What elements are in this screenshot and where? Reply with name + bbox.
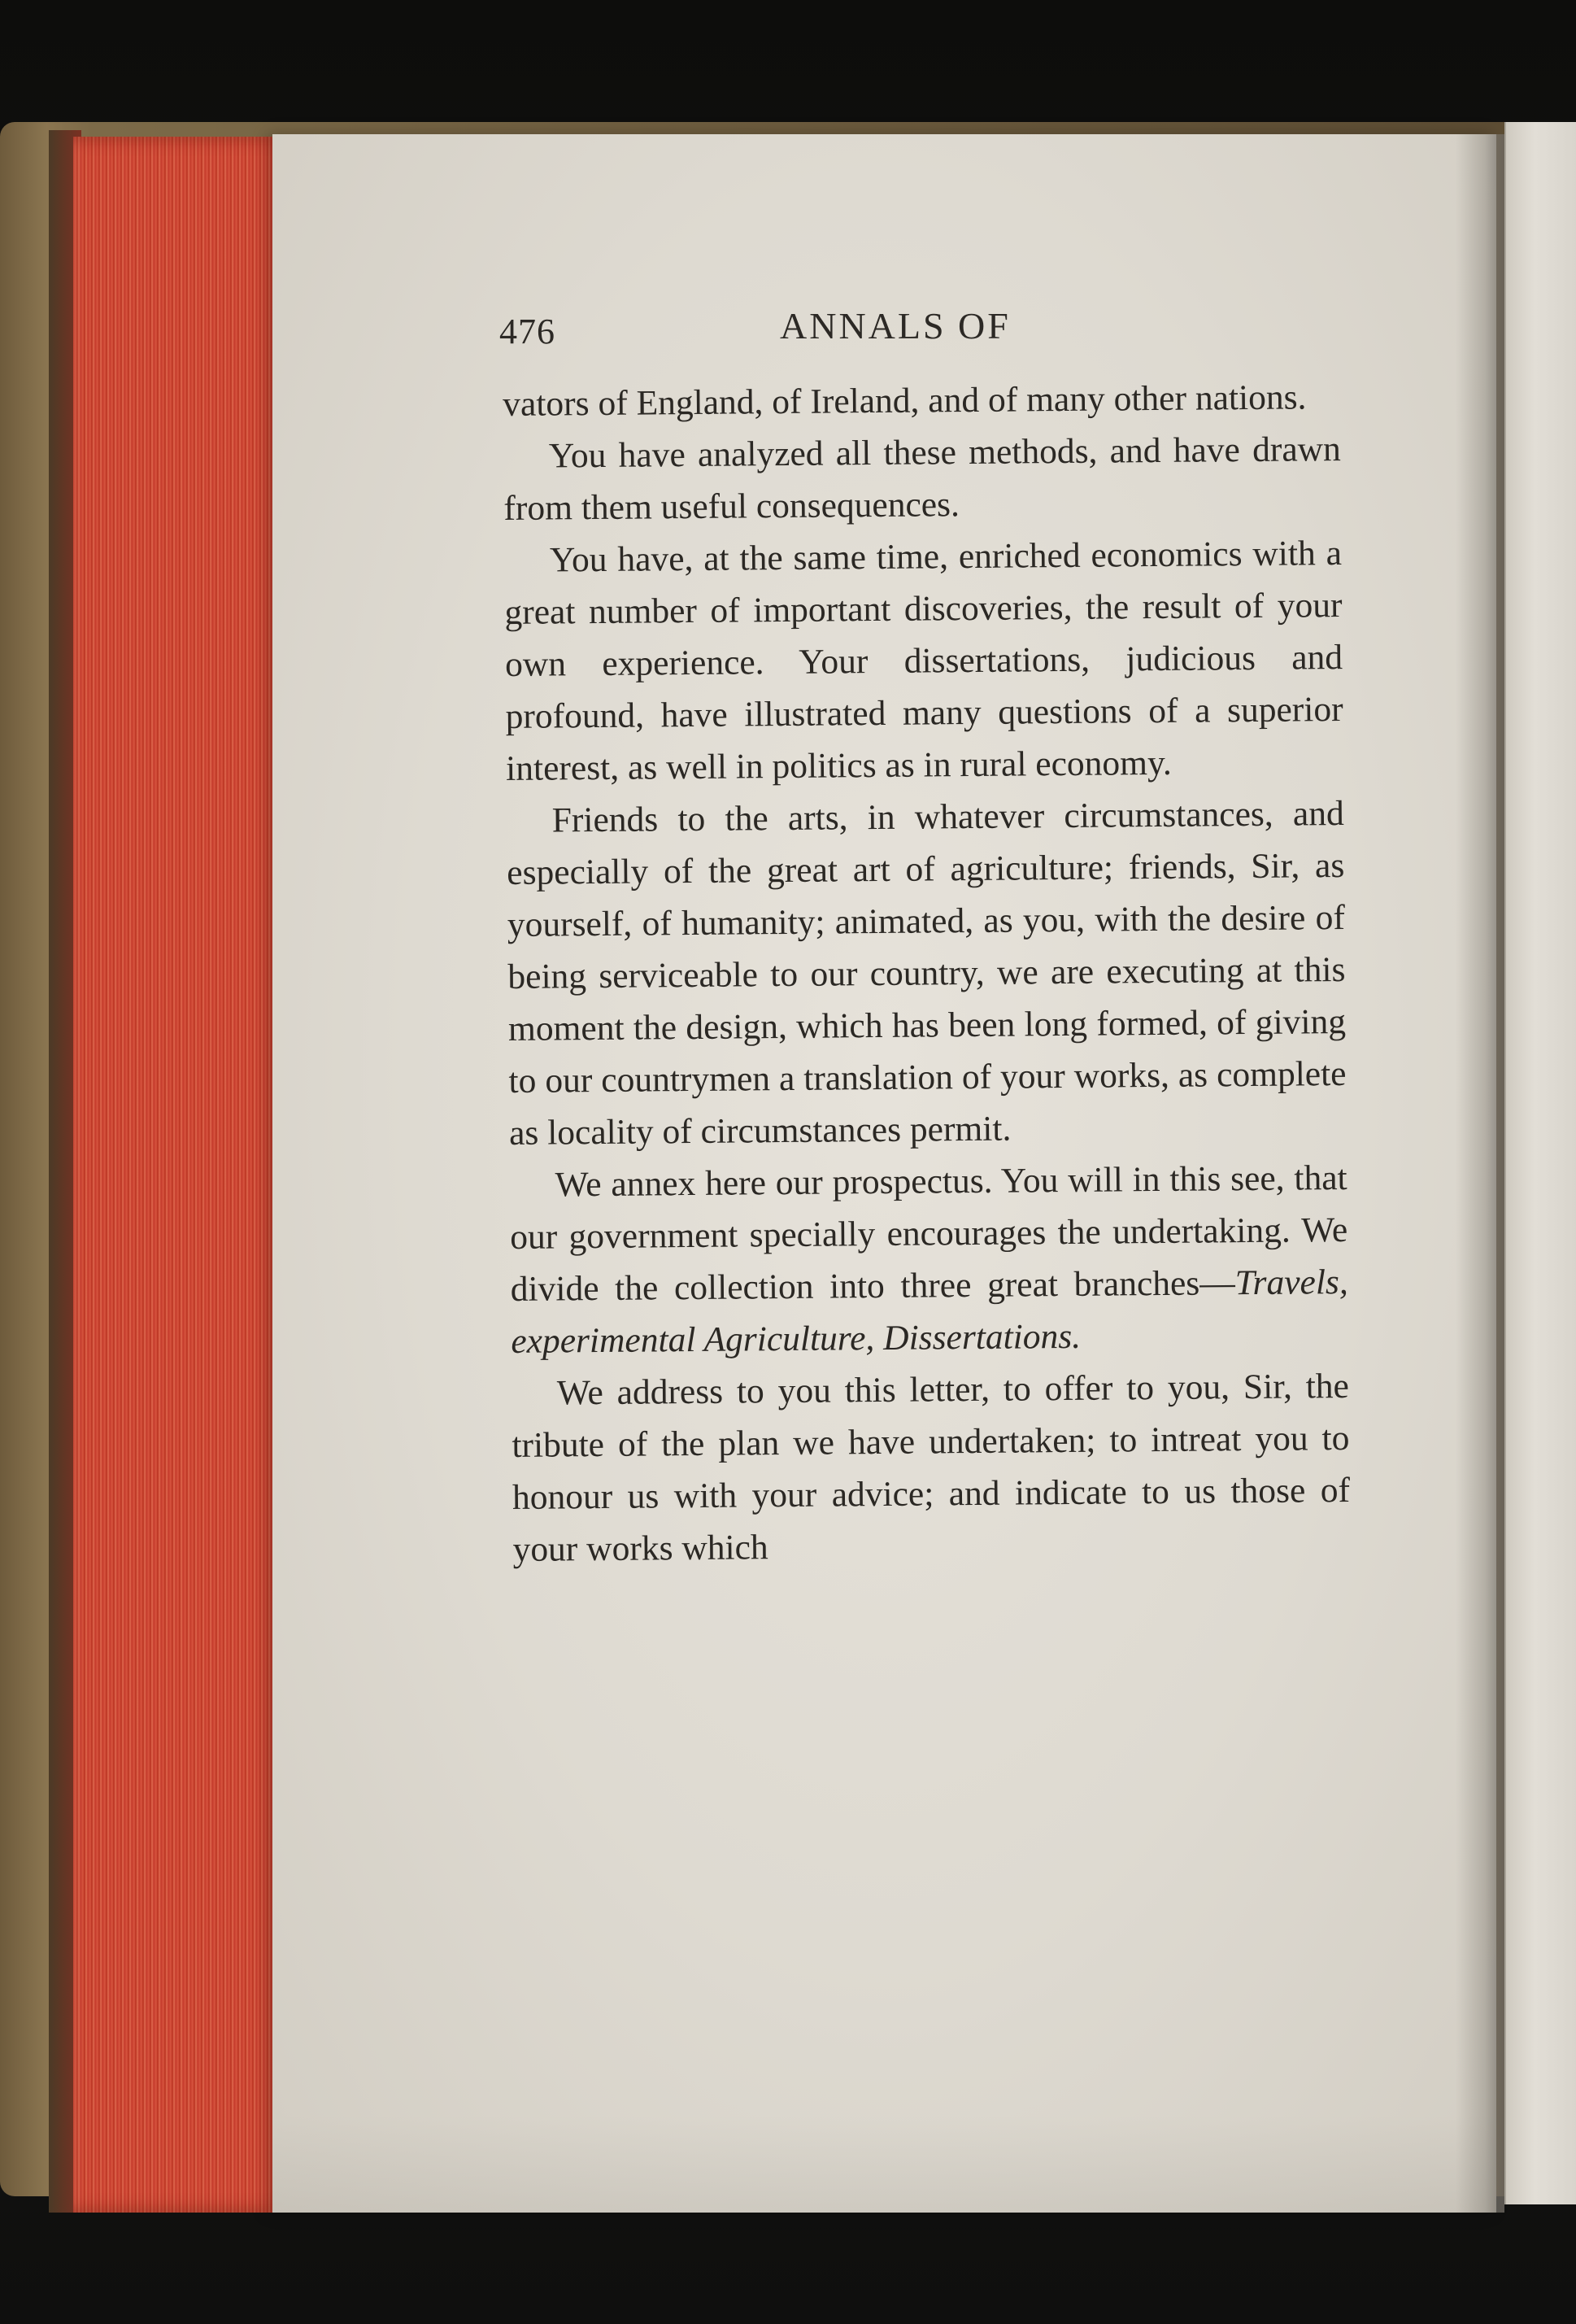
page-number: 476 (499, 312, 555, 351)
facing-page-edge (1504, 122, 1576, 2204)
paragraph (509, 1152, 1348, 1367)
paragraph: You have, at the same time, enriched economics with a great number of important discoveries, the result of your own experience. Your dissertations, judicious and profound, have illustrated many questions of a superior interest, as well in politics as in rural economy. (504, 534, 1343, 788)
paragraph: Friends to the arts, in whatever circumstances, and especially of the great art of agriculture; friends, Sir, as yourself, of humanity; animated, as you, with the desire of being serviceable to our country, we are executing at this moment the design, which has been long formed, of giving to our countrymen a translation of your works, as complete as locality of circumstances permit. (507, 793, 1347, 1153)
paragraph: vators of England, of Ireland, and of many other nations. (503, 377, 1307, 424)
paragraph: You have analyzed all these methods, and have drawn from them useful consequences. (503, 429, 1342, 528)
paragraph-text: We annex here our prospectus. You will in this see, that our government specially encourages the undertaking. We divide the collection into three great branches— (510, 1158, 1348, 1309)
page-header (499, 298, 1345, 355)
page-bottom-shade (272, 2115, 1496, 2213)
paragraph: We address to you this letter, to offer to you, Sir, the tribute of the plan we have undertaken; to intreat you to honour us with your advice; and indicate to us those of your works which (512, 1366, 1351, 1569)
body-text (503, 371, 1351, 1576)
red-page-edges (73, 137, 301, 2213)
italic-text: Travels, experimental Agriculture, Dissertations. (511, 1262, 1348, 1361)
running-head: ANNALS OF (780, 305, 1011, 347)
page-gutter (1456, 134, 1504, 2213)
